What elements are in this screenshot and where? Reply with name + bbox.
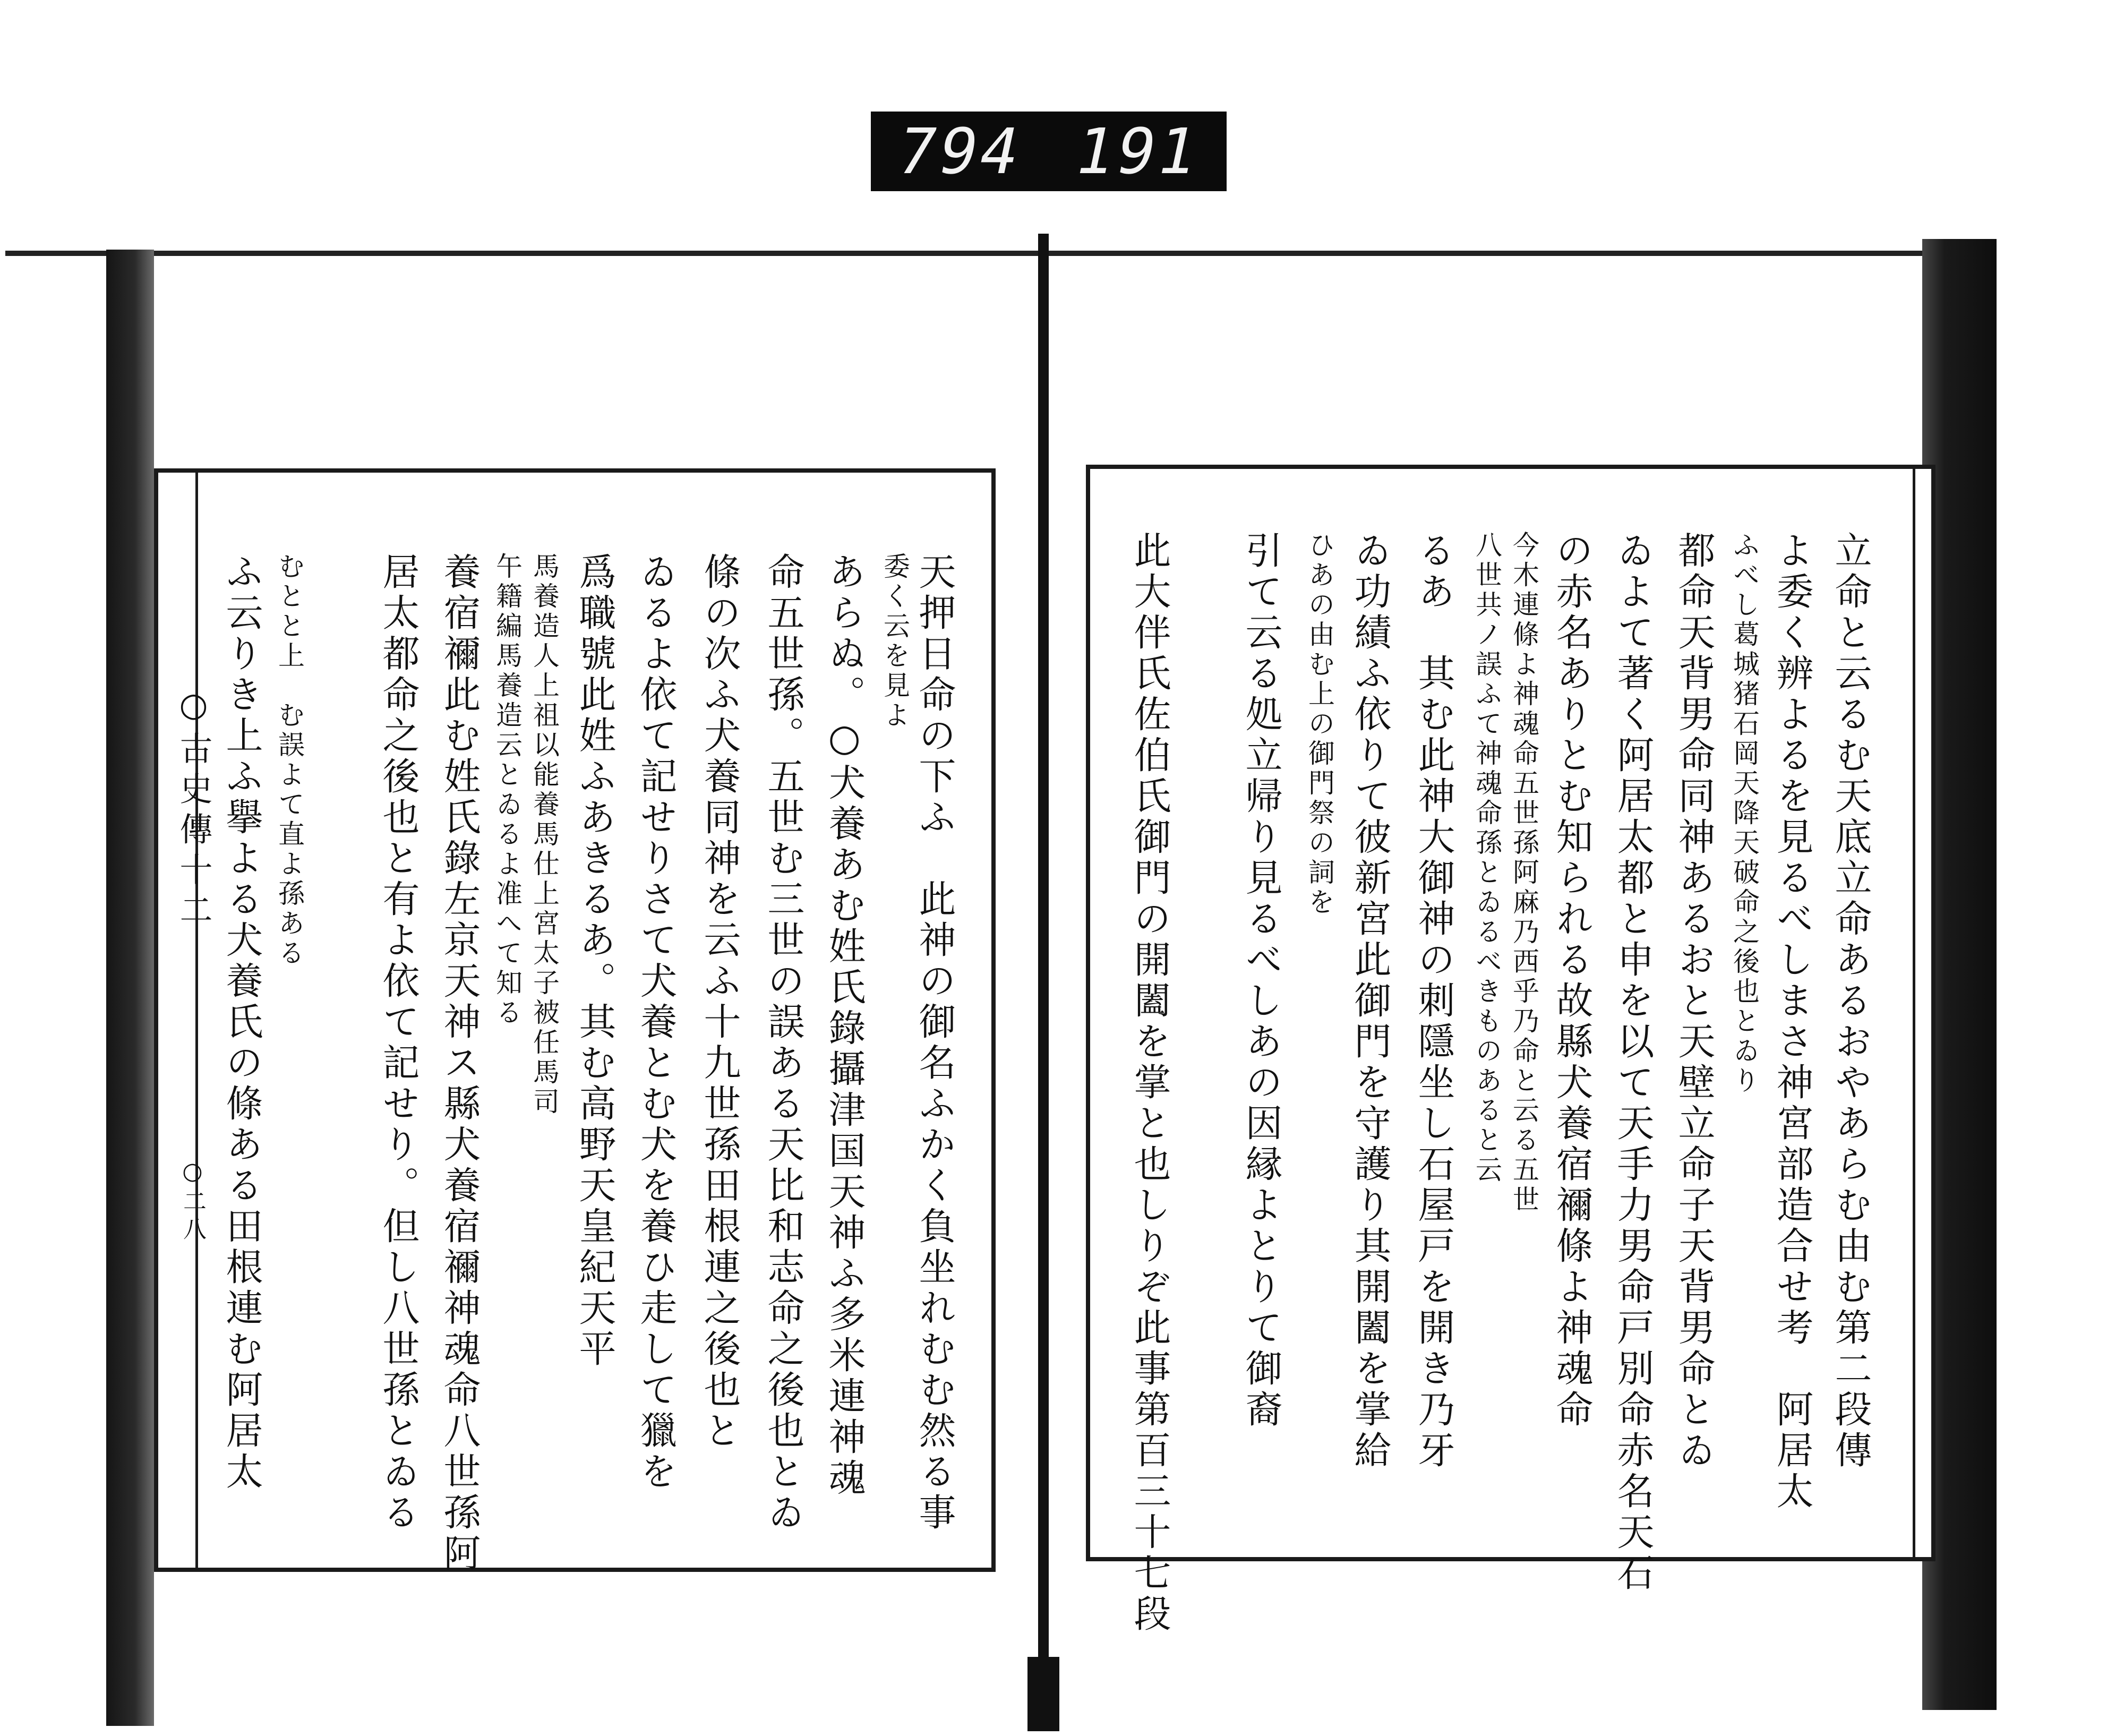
book-edge-left: [106, 250, 154, 1726]
text-column: 八世共ノ誤ふて神魂命孫とゐるべきものあると云: [1471, 531, 1502, 1185]
page-number: ○二八: [179, 1158, 206, 1244]
top-fold-line-left: [5, 251, 1041, 256]
book-spine-foot: [1027, 1657, 1059, 1731]
text-column: 委く云を見よ: [879, 552, 910, 731]
text-column: ゐよて著く阿居太都と申を以て天手力男命戸別命赤名天石: [1611, 531, 1655, 1594]
text-column: の赤名ありとむ知られる故縣犬養宿禰條よ神魂命: [1550, 531, 1594, 1431]
text-column: ひあの由む上の御門祭の詞を: [1304, 531, 1335, 918]
film-label-right: 191: [1068, 115, 1207, 188]
top-fold-line-right: [1041, 251, 1965, 256]
text-column: 爲職號此姓ふあきるあ。其む高野天皇紀天平: [573, 552, 616, 1370]
text-column: 條の次ふ犬養同神を云ふ十九世孫田根連之後也と: [698, 552, 741, 1452]
text-column: 馬養造人上祖以能養馬仕上宮太子被任馬司: [529, 552, 560, 1117]
text-column: むとと上 む誤よて直よ孫ある: [274, 552, 305, 969]
text-column: 午籍編馬養造云とゐるよ准へて知る: [492, 552, 523, 1028]
text-column: 天押日命の下ふ 此神の御名ふかく負坐れむむ然る事: [913, 552, 956, 1534]
text-column: 居太都命之後也と有よ依て記せり。但し八世孫とゐる: [376, 552, 420, 1534]
text-column: 都命天背男命同神あるおと天壁立命子天背男命とゐ: [1672, 531, 1716, 1472]
text-column: 此大伴氏佐伯氏御門の開闔を掌と也しりぞ此事第百三十七段: [1128, 531, 1171, 1635]
text-column: ゐるよ依て記せりさて犬養とむ犬を養ひ走して獵を: [634, 552, 678, 1493]
text-column: ゐ功績ふ依りて彼新宮此御門を守護り其開闔を掌給: [1348, 531, 1392, 1472]
text-column: よ委く辨よるを見るべしまさ神宮部造合せ考 阿居太: [1770, 531, 1814, 1512]
right-page-margin-rule: [1913, 469, 1915, 1557]
running-head: ○古史傳十二: [174, 685, 213, 933]
left-page-margin-rule: [195, 473, 198, 1568]
text-column: 今木連條よ神魂命五世孫阿麻乃西乎乃命と云る五世: [1509, 531, 1539, 1215]
text-column: あらぬ。○犬養あむ姓氏錄攝津国天神ふ多米連神魂: [823, 552, 866, 1499]
text-column: 養宿禰此む姓氏錄左京天神ス縣犬養宿禰神魂命八世孫阿: [438, 552, 481, 1575]
text-column: 命五世孫。五世む三世の誤ある天比和志命之後也とゐ: [761, 552, 805, 1534]
text-column: ふ云りき上ふ擧よる犬養氏の條ある田根連む阿居太: [220, 552, 263, 1493]
film-label-left: 794: [890, 115, 1029, 188]
text-column: 立命と云るむ天底立命あるおやあらむ由む第二段傳: [1829, 531, 1872, 1472]
text-column: るあ 其む此神大御神の刺隱坐し石屋戸を開き乃牙: [1412, 531, 1455, 1472]
film-label: [871, 112, 1227, 191]
book-spine: [1038, 234, 1049, 1662]
text-column: ふべし葛城猪石岡天降天破命之後也とゐり: [1729, 531, 1760, 1096]
text-column: 引て云る処立帰り見るべしあの因縁よとりて御裔: [1239, 531, 1283, 1431]
